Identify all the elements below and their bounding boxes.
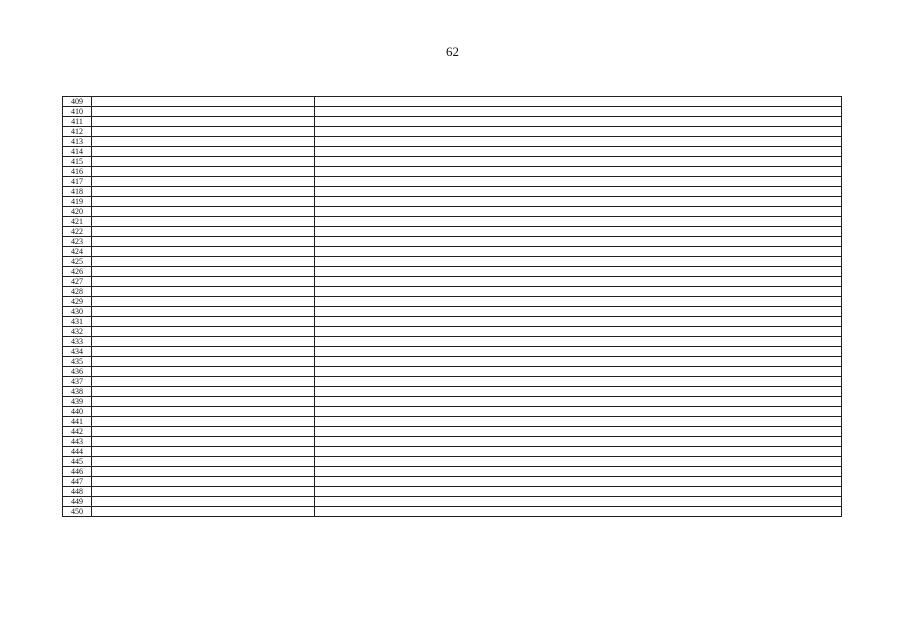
row-work-description <box>315 137 842 147</box>
row-number: 450 <box>63 507 92 517</box>
table-row <box>63 477 842 487</box>
row-work-description <box>315 277 842 287</box>
table-row <box>63 117 842 127</box>
row-number: 429 <box>63 297 92 307</box>
row-work-description <box>315 387 842 397</box>
row-number: 438 <box>63 387 92 397</box>
page-number: 62 <box>446 44 459 59</box>
table-row <box>63 197 842 207</box>
row-number: 434 <box>63 347 92 357</box>
row-work-description <box>315 417 842 427</box>
table-row <box>63 297 842 307</box>
row-address <box>92 457 315 467</box>
row-work-description <box>315 327 842 337</box>
row-work-description <box>315 267 842 277</box>
row-number: 411 <box>63 117 92 127</box>
row-address <box>92 267 315 277</box>
row-address <box>92 297 315 307</box>
table-row <box>63 387 842 397</box>
row-number: 416 <box>63 167 92 177</box>
row-address <box>92 247 315 257</box>
row-address <box>92 97 315 107</box>
table-row <box>63 147 842 157</box>
row-address <box>92 167 315 177</box>
row-address <box>92 187 315 197</box>
row-address <box>92 177 315 187</box>
row-number: 431 <box>63 317 92 327</box>
row-work-description <box>315 207 842 217</box>
row-work-description <box>315 487 842 497</box>
table-row <box>63 217 842 227</box>
row-number: 415 <box>63 157 92 167</box>
row-number: 432 <box>63 327 92 337</box>
table-row <box>63 237 842 247</box>
row-number: 439 <box>63 397 92 407</box>
row-address <box>92 117 315 127</box>
table-row <box>63 427 842 437</box>
row-work-description <box>315 247 842 257</box>
row-number: 433 <box>63 337 92 347</box>
row-work-description <box>315 227 842 237</box>
row-address <box>92 507 315 517</box>
table-row <box>63 507 842 517</box>
row-number: 421 <box>63 217 92 227</box>
row-number: 412 <box>63 127 92 137</box>
table-row <box>63 317 842 327</box>
row-number: 440 <box>63 407 92 417</box>
row-number: 414 <box>63 147 92 157</box>
row-number: 445 <box>63 457 92 467</box>
row-number: 444 <box>63 447 92 457</box>
row-work-description <box>315 167 842 177</box>
row-number: 447 <box>63 477 92 487</box>
row-address <box>92 337 315 347</box>
table-row <box>63 327 842 337</box>
table-row <box>63 177 842 187</box>
row-number: 430 <box>63 307 92 317</box>
row-number: 442 <box>63 427 92 437</box>
row-number: 409 <box>63 97 92 107</box>
row-work-description <box>315 397 842 407</box>
row-work-description <box>315 427 842 437</box>
row-work-description <box>315 117 842 127</box>
row-work-description <box>315 317 842 327</box>
table-row <box>63 307 842 317</box>
row-work-description <box>315 197 842 207</box>
row-address <box>92 357 315 367</box>
register-table <box>62 96 842 517</box>
row-work-description <box>315 157 842 167</box>
table-row <box>63 277 842 287</box>
row-number: 417 <box>63 177 92 187</box>
row-number: 436 <box>63 367 92 377</box>
row-address <box>92 217 315 227</box>
row-address <box>92 367 315 377</box>
table-row <box>63 377 842 387</box>
row-number: 426 <box>63 267 92 277</box>
row-address <box>92 327 315 337</box>
row-address <box>92 227 315 237</box>
table-row <box>63 187 842 197</box>
table-row <box>63 207 842 217</box>
row-address <box>92 447 315 457</box>
table-row <box>63 497 842 507</box>
row-number: 423 <box>63 237 92 247</box>
row-address <box>92 377 315 387</box>
table-row <box>63 337 842 347</box>
row-number: 413 <box>63 137 92 147</box>
row-work-description <box>315 347 842 357</box>
row-address <box>92 417 315 427</box>
row-number: 435 <box>63 357 92 367</box>
row-address <box>92 107 315 117</box>
table-row <box>63 437 842 447</box>
row-work-description <box>315 107 842 117</box>
row-work-description <box>315 337 842 347</box>
table-row <box>63 257 842 267</box>
row-work-description <box>315 187 842 197</box>
row-number: 446 <box>63 467 92 477</box>
row-address <box>92 197 315 207</box>
table-row <box>63 487 842 497</box>
row-address <box>92 347 315 357</box>
table-row <box>63 127 842 137</box>
table-row <box>63 347 842 357</box>
table-row <box>63 367 842 377</box>
register-table-body <box>63 97 842 517</box>
row-address <box>92 157 315 167</box>
row-work-description <box>315 127 842 137</box>
table-row <box>63 447 842 457</box>
row-address <box>92 407 315 417</box>
table-row <box>63 107 842 117</box>
row-address <box>92 287 315 297</box>
row-number: 419 <box>63 197 92 207</box>
row-work-description <box>315 407 842 417</box>
table-row <box>63 287 842 297</box>
row-number: 425 <box>63 257 92 267</box>
row-address <box>92 277 315 287</box>
row-work-description <box>315 307 842 317</box>
row-work-description <box>315 257 842 267</box>
table-row <box>63 397 842 407</box>
row-number: 448 <box>63 487 92 497</box>
row-address <box>92 257 315 267</box>
row-address <box>92 137 315 147</box>
row-work-description <box>315 357 842 367</box>
row-work-description <box>315 217 842 227</box>
table-row <box>63 227 842 237</box>
table-row <box>63 157 842 167</box>
row-work-description <box>315 377 842 387</box>
row-address <box>92 467 315 477</box>
table-row <box>63 247 842 257</box>
row-work-description <box>315 507 842 517</box>
row-address <box>92 307 315 317</box>
table-row <box>63 407 842 417</box>
table-row <box>63 97 842 107</box>
row-work-description <box>315 97 842 107</box>
row-address <box>92 497 315 507</box>
table-row <box>63 267 842 277</box>
row-number: 437 <box>63 377 92 387</box>
row-work-description <box>315 287 842 297</box>
row-number: 420 <box>63 207 92 217</box>
row-address <box>92 207 315 217</box>
row-work-description <box>315 147 842 157</box>
row-number: 410 <box>63 107 92 117</box>
row-address <box>92 387 315 397</box>
row-address <box>92 147 315 157</box>
table-row <box>63 417 842 427</box>
row-number: 418 <box>63 187 92 197</box>
row-address <box>92 397 315 407</box>
row-work-description <box>315 437 842 447</box>
row-number: 441 <box>63 417 92 427</box>
row-work-description <box>315 447 842 457</box>
row-address <box>92 437 315 447</box>
row-number: 443 <box>63 437 92 447</box>
row-work-description <box>315 297 842 307</box>
row-work-description <box>315 237 842 247</box>
row-work-description <box>315 457 842 467</box>
row-work-description <box>315 497 842 507</box>
table-row <box>63 137 842 147</box>
row-address <box>92 487 315 497</box>
row-address <box>92 237 315 247</box>
row-number: 422 <box>63 227 92 237</box>
row-number: 424 <box>63 247 92 257</box>
row-address <box>92 477 315 487</box>
row-number: 428 <box>63 287 92 297</box>
row-address <box>92 317 315 327</box>
row-number: 449 <box>63 497 92 507</box>
row-work-description <box>315 467 842 477</box>
table-row <box>63 357 842 367</box>
row-number: 427 <box>63 277 92 287</box>
row-address <box>92 127 315 137</box>
row-address <box>92 427 315 437</box>
row-work-description <box>315 367 842 377</box>
table-row <box>63 167 842 177</box>
row-work-description <box>315 477 842 487</box>
table-row <box>63 467 842 477</box>
row-work-description <box>315 177 842 187</box>
table-row <box>63 457 842 467</box>
